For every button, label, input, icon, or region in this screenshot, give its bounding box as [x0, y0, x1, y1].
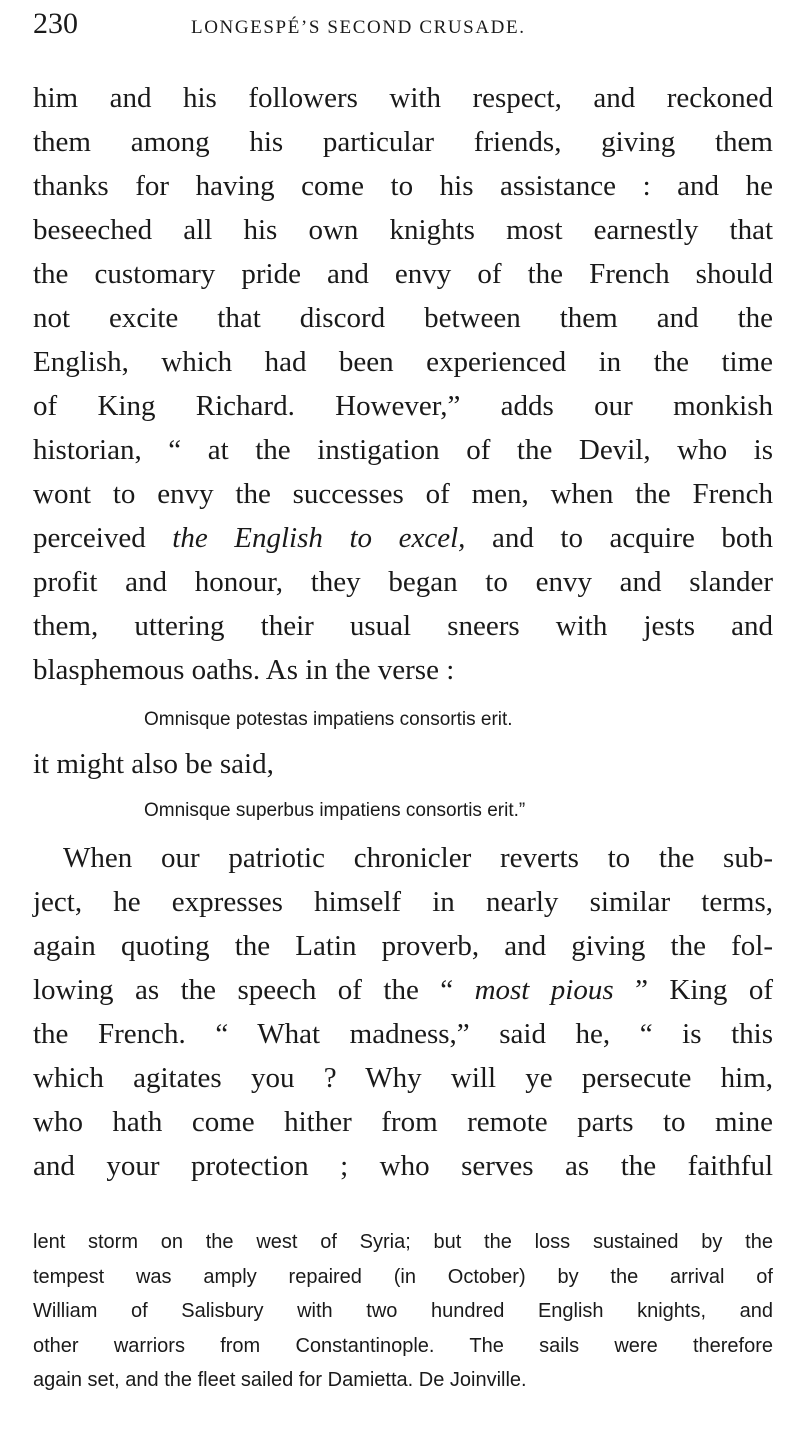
text-line: again quoting the Latin proverb, and giving the fol-: [33, 930, 773, 962]
footnote: [33, 1225, 773, 1398]
italic-phrase: the English to excel,: [172, 522, 466, 554]
text-segment: ” King of: [613, 974, 773, 1006]
text-line: English, which had been experienced in the time: [33, 346, 773, 378]
page-header: [33, 4, 773, 44]
text-line-with-italic: [33, 516, 773, 560]
text-line: the French. “ What madness,” said he, “ is this: [33, 1018, 773, 1050]
text-segment: and to acquire both: [465, 522, 773, 554]
footnote-line: other warriors from Constantinople. The sails were therefore: [33, 1334, 773, 1357]
text-line: them, uttering their usual sneers with jests and: [33, 610, 773, 642]
running-title: LONGESPÉ’S SECOND CRUSADE.: [191, 17, 526, 38]
bridge-line: it might also be said,: [33, 748, 274, 780]
text-line-last: blasphemous oaths. As in the verse :: [33, 654, 455, 686]
paragraph-1: [33, 76, 773, 692]
footnote-line: lent storm on the west of Syria; but the loss sustained by the: [33, 1231, 773, 1253]
verse-quotation-1: Omnisque potestas impatiens consortis erit.: [144, 709, 513, 730]
text-line: beseeched all his own knights most earnestly that: [33, 214, 773, 246]
text-segment: lowing as the speech of the “: [33, 974, 475, 1006]
text-line: and your protection ; who serves as the faithful: [33, 1150, 773, 1182]
text-line: of King Richard. However,” adds our monkish: [33, 390, 773, 422]
text-line-indented: When our patriotic chronicler reverts to the sub-: [63, 842, 773, 874]
footnote-line: tempest was amply repaired (in October) by the arrival of: [33, 1265, 773, 1288]
text-line: who hath come hither from remote parts to mine: [33, 1106, 773, 1138]
text-line: not excite that discord between them and the: [33, 302, 773, 334]
text-segment: perceived: [33, 522, 173, 554]
text-line: thanks for having come to his assistance : and he: [33, 170, 773, 202]
verse-quotation-2: Omnisque superbus impatiens consortis erit.”: [144, 800, 526, 821]
footnote-line: William of Salisbury with two hundred English knights, and: [33, 1300, 773, 1322]
italic-phrase: most pious: [474, 974, 614, 1006]
text-line: them among his particular friends, giving them: [33, 126, 773, 158]
text-line: ject, he expresses himself in nearly similar terms,: [33, 886, 773, 918]
text-line: which agitates you ? Why will ye persecute him,: [33, 1062, 773, 1094]
text-line: wont to envy the successes of men, when the French: [33, 478, 773, 510]
text-line: him and his followers with respect, and reckoned: [33, 82, 773, 114]
text-line: profit and honour, they began to envy and slander: [33, 566, 773, 598]
text-line-with-italic: [33, 968, 773, 1012]
text-line: historian, “ at the instigation of the Devil, who is: [33, 434, 773, 466]
paragraph-2: [33, 836, 773, 1188]
page-number: 230: [33, 7, 78, 40]
text-line: the customary pride and envy of the French should: [33, 258, 773, 290]
footnote-line-last: again set, and the fleet sailed for Damietta. De Joinville.: [33, 1369, 527, 1391]
